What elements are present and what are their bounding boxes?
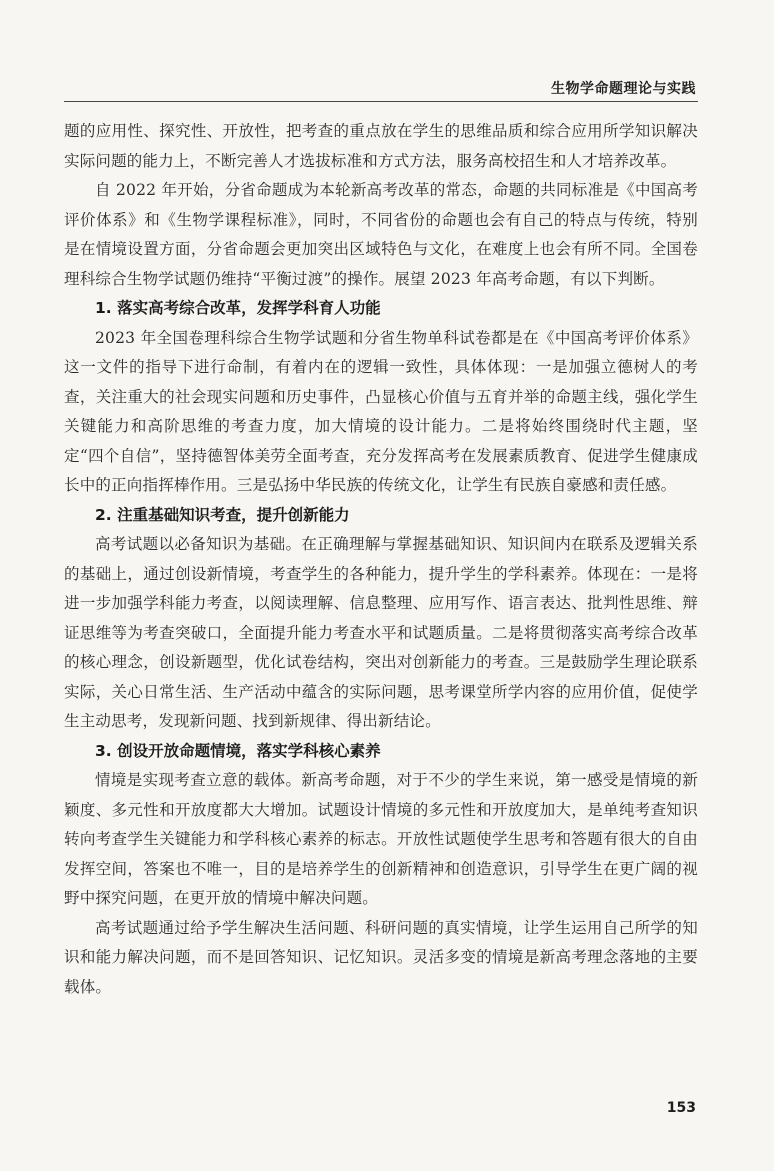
paragraph-section-2: 高考试题以必备知识为基础。在正确理解与掌握基础知识、知识间内在联系及逻辑关系的基础上，通过创设新情境，考查学生的各种能力，提升学生的学科素养。体现在：一是将进一步加强学科能力考查，以阅读理解、信息整理、应用写作、语言表达、批判性思维、辩证思维等为考查突破口，全面提升能力考查水平和试题质量。二是将贯彻落实高考综合改革的核心理念，创设新题型，优化试卷结构，突出对创新能力的考查。三是鼓励学生理论联系实际，关心日常生活、生产活动中蕴含的实际问题，思考课堂所学内容的应用价值，促使学生主动思考，发现新问题、找到新规律、得出新结论。: [64, 535, 698, 730]
header-rule: [64, 101, 698, 102]
page-body: [64, 117, 698, 1002]
paragraph-section-1: 2023 年全国卷理科综合生物学试题和分省生物单科试卷都是在《中国高考评价体系》这一文件的指导下进行命制，有着内在的逻辑一致性，具体体现：一是加强立德树人的考查，关注重大的社会现实问题和历史事件，凸显核心价值与五育并举的命题主线，强化学生关键能力和高阶思维的考查力度，加大情境的设计能力。二是将始终围绕时代主题，坚定“四个自信”，坚持德智体美劳全面考查，充分发挥高考在发展素质教育、促进学生健康成长中的正向指挥棒作用。三是弘扬中华民族的传统文化，让学生有民族自豪感和责任感。: [64, 328, 698, 494]
paragraph-intro: 自 2022 年开始，分省命题成为本轮新高考改革的常态，命题的共同标准是《中国高考评价体系》和《生物学课程标准》，同时，不同省份的命题也会有自己的特点与传统，特别是在情境设置方面，分省命题会更加突出区域特色与文化，在难度上也会有所不同。全国卷理科综合生物学试题仍维持“平衡过渡”的操作。展望 2023 年高考命题，有以下判断。: [64, 181, 698, 288]
paragraph-section-3: 情境是实现考查立意的载体。新高考命题，对于不少的学生来说，第一感受是情境的新颖度、多元性和开放度都大大增加。试题设计情境的多元性和开放度加大，是单纯考查知识转向考查学生关键能力和学科核心素养的标志。开放性试题使学生思考和答题有很大的自由发挥空间，答案也不唯一，目的是培养学生的创新精神和创造意识，引导学生在更广阔的视野中探究问题，在更开放的情境中解决问题。: [64, 771, 698, 907]
section-heading-1: 1. 落实高考综合改革，发挥学科育人功能: [95, 299, 381, 317]
page-number: 153: [666, 1100, 696, 1116]
section-heading-3: 3. 创设开放命题情境，落实学科核心素养: [95, 741, 381, 760]
page-header: [0, 0, 774, 104]
section-heading-2: 2. 注重基础知识考查，提升创新能力: [95, 505, 350, 524]
running-head-title: 生物学命题理论与实践: [551, 81, 696, 97]
paragraph-continued: 题的应用性、探究性、开放性，把考查的重点放在学生的思维品质和综合应用所学知识解决实际问题的能力上，不断完善人才选拔标准和方式方法，服务高校招生和人才培养改革。: [64, 122, 698, 170]
paragraph-closing: 高考试题通过给予学生解决生活问题、科研问题的真实情境，让学生运用自己所学的知识和能力解决问题，而不是回答知识、记忆知识。灵活多变的情境是新高考理念落地的主要载体。: [64, 918, 698, 996]
